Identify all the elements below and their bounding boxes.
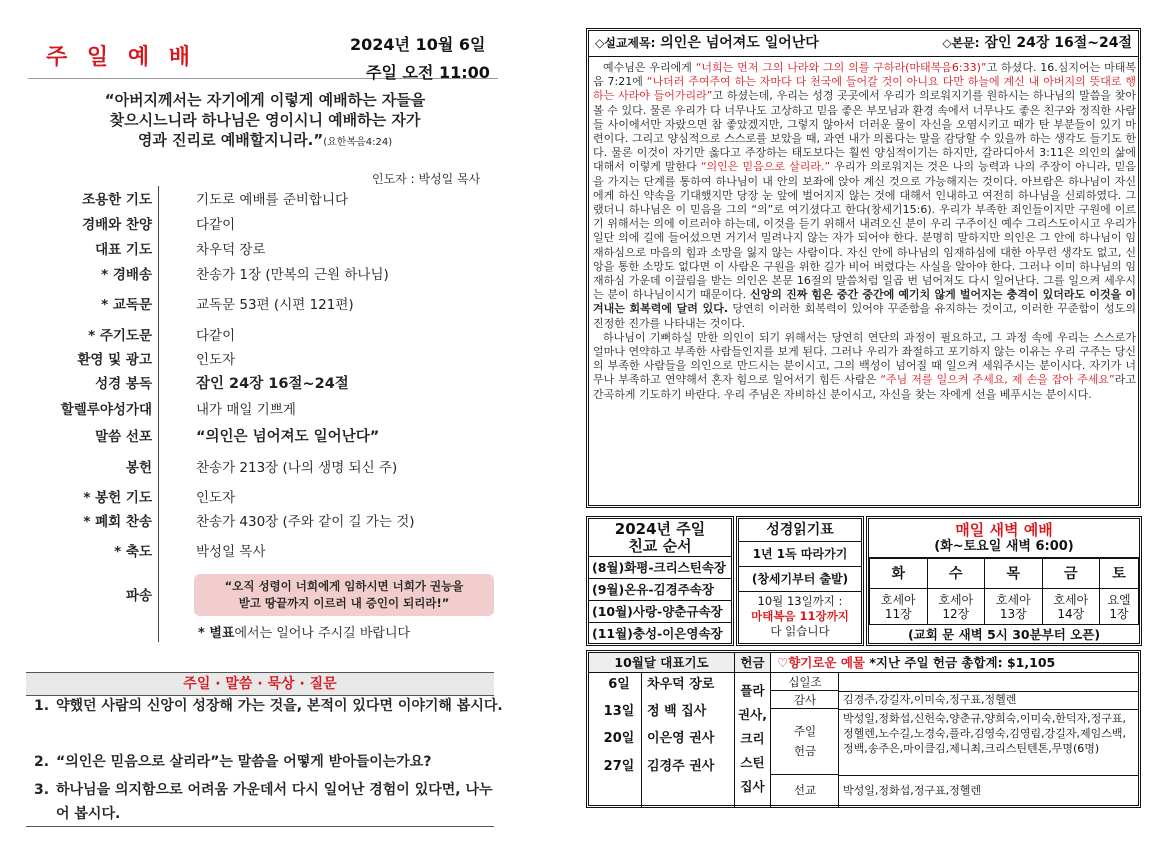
reading-book: 요엘 (1107, 592, 1131, 607)
day-cell: 화 (870, 559, 928, 589)
counter-line: 스틴 (740, 755, 765, 770)
verse-line-3-wrap (60, 130, 470, 153)
prayer-date: 20일 (603, 731, 635, 746)
rotation-title-line-1: 2024년 주일 (614, 520, 706, 538)
order-value: 찬송가 213장 (나의 생명 되신 주) (196, 460, 398, 476)
order-label: 경배와 찬양 (82, 217, 152, 233)
offering-categories (771, 673, 839, 808)
order-label: * 주기도문 (88, 328, 152, 344)
reading-start: (창세기부터 출발) (739, 567, 861, 592)
sermon-text: 고 하셨다. 16.심지어는 마태복음 7:21에 (593, 61, 1136, 89)
sermon-body (593, 61, 1136, 402)
sermon-text-ref: 잠인 24장 16절~24절 (984, 35, 1132, 51)
order-value: 박성일 목사 (196, 544, 266, 560)
worship-leader: 인도자 : 박성일 목사 (372, 172, 481, 186)
dawn-readings-row (870, 589, 1139, 625)
reading-chapter: 14장 (1057, 606, 1085, 621)
sending-quote-line-2: 받고 땅끝까지 이르러 내 증인이 되리라!” (238, 596, 450, 610)
order-value: 기도로 예배를 준비합니다 (196, 192, 349, 208)
reading-deadline: 10월 13일까지 : (757, 594, 843, 608)
offering-total: *지난 주일 헌금 총합계: $1,105 (865, 655, 1056, 670)
reading-chapter: 11장 (884, 606, 912, 621)
prayer-quote: “주님 저를 일으켜 주세요, 제 손을 잡아 주세요” (880, 373, 1115, 387)
reading-title: 성경읽기표 (739, 519, 861, 542)
prayer-name: 이은영 권사 (647, 731, 715, 746)
scripture-quote: “너희는 먼저 그의 나라와 그의 의를 구하라(마태복음6:33)” (695, 61, 987, 74)
theme-verse (60, 90, 470, 153)
reading-goal-suffix: 다 읽습니다 (770, 624, 830, 638)
sermon-emphasis: 신앙의 진짜 힘은 중간 중간에 예기치 않게 벌어지는 충격이 있더라도 이것을 이겨내는 회복력에 달려 있다. (593, 288, 1136, 316)
order-label: 할렐루야성가대 (60, 402, 152, 418)
prayer-header: 10월달 대표기도 (589, 653, 735, 672)
standing-note (198, 622, 410, 641)
offering-title-heart: ♡향기로운 예물 (777, 655, 866, 670)
order-label: 조용한 기도 (82, 192, 152, 208)
offering-names (839, 673, 1138, 808)
dawn-service-box (866, 516, 1142, 646)
rotation-header (589, 519, 731, 557)
reading-cell (1042, 589, 1100, 625)
order-label: 말씀 선포 (95, 429, 152, 445)
order-value: 다같이 (196, 217, 236, 233)
sermon-paragraph (593, 61, 1136, 331)
prayer-name: 정 백 집사 (647, 704, 707, 719)
order-row (20, 486, 500, 510)
order-row (20, 188, 500, 212)
reading-chapter: 1장 (1109, 606, 1129, 621)
sending-quote-line-1: “오직 성령이 너희에게 임하시면 너희가 권능을 (224, 579, 464, 593)
dawn-title: 매일 새벽 예배 (955, 521, 1053, 539)
order-label: 봉헌 (125, 460, 152, 476)
sermon-title: 의인은 넘어져도 일어난다 (660, 35, 819, 51)
order-row (20, 263, 500, 287)
scripture-quote: “의인은 믿음으로 살리라.” (700, 160, 831, 174)
fellowship-rotation-box (586, 516, 734, 646)
sermon-box (586, 28, 1141, 508)
offering-counter (735, 673, 771, 808)
rotation-row: (11월)충성-이은영속장 (592, 626, 723, 641)
reading-cell (870, 589, 928, 625)
order-value: 차우덕 장로 (196, 242, 266, 258)
prayer-divider (641, 673, 642, 808)
sermon-text: 고 하셨는데, 우리는 성경 곳곳에서 우리가 의로워지기를 원하시는 하나님의 말씀을 찾아 볼 수 있다. 물론 우리가 다 너무나도 고상하고 믿음 좋은 부모님과 환경 속에서 너무나도 좋은 친구와 정직한 사람들 사이에서만 자랐으면 참 좋았겠지만, 그렇지 않아서 더러운 물이 자신을 오염시키고 때가 탄 부분들이 있기 마련이다. 그리고 양심적으로 스스로를 보았을 때, 과연 내가 의롭다는 말을 감당할 수 있을까 하는 생각도 들기도 한다. 물론 이것이 자기만 옳다고 주장하는 태도보다는 훨씬 양심적이기는 하지만, 갈라디아서 3:11은 의인의 삶에 대해서 이렇게 말한다 (593, 89, 1137, 174)
verse-line-2: 찾으시느니라 하나님은 영이시니 예배하는 자가 (109, 111, 421, 129)
reading-cell (927, 589, 985, 625)
offering-table (586, 650, 1141, 808)
sermon-paragraph (593, 331, 1136, 402)
reading-goal (739, 592, 861, 639)
question-number: 1. (34, 698, 50, 714)
order-value: 인도자 (196, 490, 236, 506)
standing-note-text: 에서는 일어나 주시길 바랍니다 (234, 626, 411, 641)
order-label: 성경 봉독 (95, 376, 152, 392)
names-cell: 박성일,정화섭,신헌숙,양춘규,양희숙,이미숙,한덕자,정구표,정헬렌,노수길,노경숙,플라,김영숙,김영림,강길자,제임스백,정백,송주은,마이클김,제니최,크리스틴텐톤,무명(6명) (843, 712, 1126, 755)
order-label: 대표 기도 (95, 242, 152, 258)
order-label: * 교독문 (101, 297, 152, 313)
reading-chapter: 13장 (999, 606, 1027, 621)
order-label: * 폐회 찬송 (83, 514, 152, 530)
day-cell: 수 (927, 559, 985, 589)
sermon-title-label: ◇설교제목: (595, 36, 656, 50)
dawn-days-row (870, 559, 1139, 589)
service-title: 주 일 예 배 (46, 45, 196, 70)
order-value: 잠인 24장 16절~24절 (196, 376, 349, 392)
day-cell: 목 (985, 559, 1043, 589)
service-time: 주일 오전 11:00 (366, 63, 490, 82)
order-row (20, 425, 500, 449)
bible-reading-box (736, 516, 864, 646)
question-text: “의인은 믿음으로 살리라”는 말씀을 어떻게 받아들이는가요? (56, 754, 432, 770)
sermon-text-label: ◇본문: (942, 36, 980, 50)
order-label: * 축도 (114, 544, 152, 560)
reading-chapter: 12장 (942, 606, 970, 621)
sermon-text-heading (942, 31, 1132, 55)
question-text: 하나님을 의지함으로 어려움 가운데서 다시 일어난 경험이 있다면, 나누어 봅시다. (56, 782, 493, 822)
order-row (20, 348, 500, 372)
order-value: 내가 매일 기쁘게 (196, 402, 296, 418)
prayer-name: 김경주 권사 (647, 759, 715, 774)
prayer-date: 27일 (603, 759, 635, 774)
order-label: * 경배송 (101, 267, 152, 283)
star-marker: * 별표 (198, 626, 235, 641)
reading-book: 호세아 (1053, 592, 1089, 607)
rotation-row: (9월)온유-김경주속장 (589, 579, 731, 601)
question-text: 약했던 사람의 신앙이 성장해 가는 것을, 본적이 있다면 이야기해 봅시다. (56, 698, 503, 714)
order-row (20, 540, 500, 564)
dawn-subtitle: (화~토요일 새벽 6:00) (869, 539, 1139, 558)
sermon-title-value: “의인은 넘어져도 일어난다” (196, 429, 380, 445)
counter-line: 집사 (740, 779, 765, 794)
rotation-row: (10월)사랑-양춘규속장 (589, 601, 731, 623)
category-cell: 십일조 (771, 673, 839, 691)
verse-line-3: 영과 진리로 예배할지니라.” (137, 131, 324, 149)
order-value: 인도자 (196, 352, 236, 368)
names-cell: 김경주,강길자,이미숙,정구표,정헬렌 (843, 693, 1017, 706)
order-label: 파송 (125, 588, 152, 604)
prayer-schedule (589, 673, 735, 808)
category-cell: 감사 (771, 691, 839, 709)
rotation-row: (8월)화평-크리스틴속장 (589, 557, 731, 579)
verse-reference: (요한복음4:24) (323, 137, 393, 148)
offering-type-header: 헌금 (735, 653, 771, 672)
counter-line: 권사, (738, 707, 767, 722)
meditation-questions-header: 주일 · 말씀 · 묵상 · 질문 (26, 672, 494, 696)
order-row (20, 293, 500, 317)
prayer-name: 차우덕 장로 (647, 677, 715, 692)
sermon-text: 당연히 이러한 회복력이 있어야 꾸준함을 유지하는 것이고, 이러한 꾸준함이 성도의 진정한 진가를 나타내는 것이다. (593, 302, 1136, 330)
questions-bottom-rule (26, 826, 494, 827)
row-rule (839, 775, 1138, 776)
day-cell: 금 (1042, 559, 1100, 589)
dawn-schedule-table (869, 558, 1139, 625)
question-number: 3. (34, 782, 50, 798)
order-row (20, 510, 500, 534)
row-rule (839, 709, 1138, 710)
sermon-text: 하나님이 기뻐하실 만한 의인이 되기 위해서는 당연히 연단의 과정이 필요하고, 그 과정 속에 우리는 스스로가 얼마나 연약하고 부족한 사람들인지를 보게 된다. 그러나 우리가 좌절하고 포기하지 않는 이유는 우리 구주는 당신의 부족한 사람들을 의인으로 만드시는 분이시고, 그의 백성이 넘어질 때 일으켜 세워주시는 분이시다. 자기가 너무나 부족하고 연약해서 혼자 힘으로 일어서기 힘든 사람은 (593, 330, 1136, 387)
reading-cell (985, 589, 1043, 625)
sermon-header (589, 31, 1138, 57)
order-row (20, 372, 500, 396)
order-row (20, 213, 500, 237)
order-row (20, 456, 500, 480)
sermon-text: 라고 간곡하게 기도하기 바란다. 우리 주님은 자비하신 분이시고, 자신을 찾는 자에게 선을 베푸시는 분이시다. (593, 373, 1136, 401)
reading-target: 마태복음 11장까지 (751, 609, 849, 623)
reading-book: 호세아 (938, 592, 974, 607)
reading-book: 호세아 (880, 592, 916, 607)
verse-line-1: “아버지께서는 자기에게 이렇게 예배하는 자들을 (104, 91, 426, 109)
order-row (20, 238, 500, 262)
day-cell: 토 (1100, 559, 1139, 589)
category-cell: 주일 헌금 (771, 709, 839, 775)
sermon-text: 우리가 의로워지는 것은 나의 능력과 나의 주장이 아니라, 믿음을 가지는 단계를 통하여 하나님이 내 안의 보좌에 앉아 계신 것으로 가능해지는 것이다. 아브람은 하나님이 자신에게 하신 약속을 기대했지만 당장 눈 앞에 벌어지지 않는 것에 대해서 인내하고 여전히 하나님을 신뢰하였다. 그랬더니 하나님은 이 믿음을 그의 “의”로 여기셨다고 한다(창세기15:6). 우리가 부족한 죄인들이지만 구원에 이르기 위해서는 의에 이르러야 하는데, 이것을 듣기 위해서 내려오신 분이 우리 구주이신 예수 그리스도이시고 우리가 일단 의에 길에 들어섰으면 거기서 밀려나지 않는 자가 되어야 한다. 분명히 말하지만 의인은 그 안에 하나님이 임재하심으로 마음의 힘과 소망을 잃지 않는 사람이다. 자신 안에 하나님의 임재하심에 대한 아무런 생각도 없고, 신앙을 통한 소망도 없다면 이 사람은 구원을 위한 길가 비어 버렸다는 사실을 알아야 한다. 그러나 이미 하나님의 임재하심 가운데 이끌림을 받는 의인은 본문 16절의 말씀처럼 일곱 번 넘어져도 다시 일어난다. 그를 일으켜 세우시는 분이 하나님이시기 때문이다. (593, 160, 1136, 302)
order-row (20, 398, 500, 422)
reading-book: 호세아 (995, 592, 1031, 607)
prayer-date: 6일 (608, 677, 630, 692)
order-value: 찬송가 1장 (만복의 근원 하나님) (196, 267, 389, 283)
counter-line: 크리 (740, 731, 765, 746)
category-cell: 선교 (793, 783, 817, 797)
sermon-text: 예수님은 우리에게 (603, 61, 696, 74)
service-date: 2024년 10월 6일 (350, 35, 486, 54)
order-row (20, 324, 500, 348)
sermon-title-heading (595, 31, 819, 55)
counter-line: 플라 (740, 683, 765, 698)
order-value: 찬송가 430장 (주와 같이 길 가는 것) (196, 514, 415, 530)
order-label: * 봉헌 기도 (83, 490, 152, 506)
reading-cell (1100, 589, 1139, 625)
offering-title (777, 653, 1055, 672)
offering-header (589, 653, 1138, 673)
reading-plan: 1년 1독 따라가기 (739, 542, 861, 567)
scripture-quote: “나더러 주여주여 하는 자마다 다 천국에 들어갈 것이 아니요 다만 하늘에 계신 내 아버지의 뜻대로 행하는 사라야 들어가리라” (593, 75, 1137, 103)
dawn-footer: (교회 문 새벽 5시 30분부터 오픈) (907, 627, 1101, 642)
sending-quote (194, 574, 494, 616)
question-number: 2. (34, 754, 50, 770)
rotation-title-line-2: 친교 순서 (628, 537, 692, 555)
order-label: 환영 및 광고 (77, 352, 152, 368)
order-value: 다같이 (196, 328, 236, 344)
order-value: 교독문 53편 (시편 121편) (196, 297, 354, 313)
prayer-date: 13일 (603, 704, 635, 719)
names-cell: 박성일,정화섭,정구표,정헬렌 (843, 784, 982, 797)
